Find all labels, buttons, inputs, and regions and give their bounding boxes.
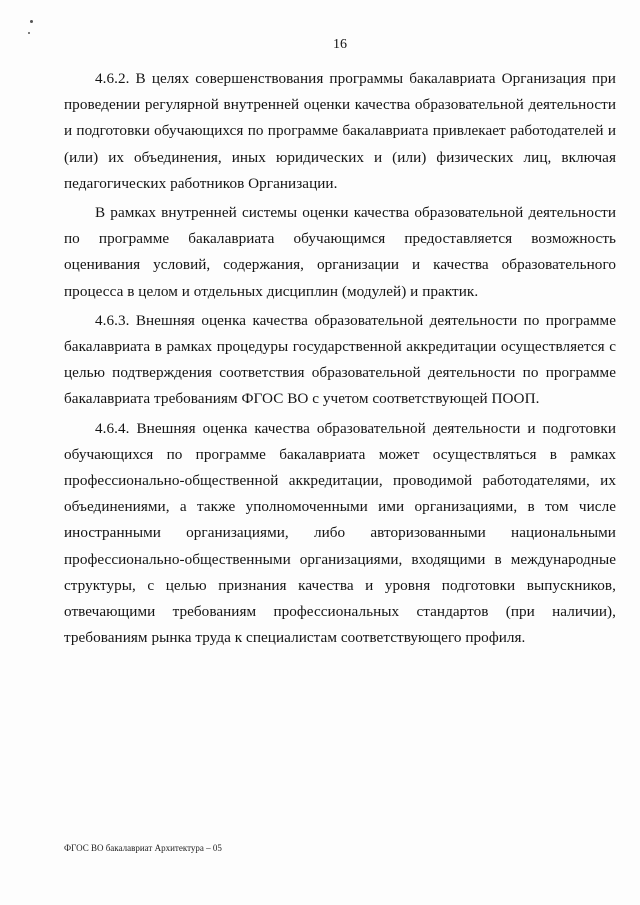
page-footer: ФГОС ВО бакалавриат Архитектура – 05 — [64, 843, 222, 853]
paragraph-4-6-4: 4.6.4. Внешняя оценка качества образовательной деятельности и подготовки обучающихся по программе бакалавриата может осуществляться в рамках профессионально-общественной аккредитации, проводимой работодателями, их объединениями, а также уполномоченными ими организациями, в том числе иностранными организациями, либо авторизованными национальными профессионально-общественными организациями, входящими в международные структуры, с целью признания качества и уровня подготовки выпускников, отвечающими требованиям профессиональных стандартов (при наличии), требованиям рынка труда к специалистам соответствующего профиля. — [64, 419, 616, 647]
paragraph-4-6-2: 4.6.2. В целях совершенствования программы бакалавриата Организация при проведении регулярной внутренней оценки качества образовательной деятельности и подготовки обучающихся по программе бакалавриата привлекает работодателей и (или) их объединения, иных юридических и (или) физических лиц, включая педагогических работников Организации. — [64, 70, 616, 192]
paragraph-4-6-3: 4.6.3. Внешняя оценка качества образовательной деятельности по программе бакалавриата в рамках процедуры государственной аккредитации осуществляется с целью подтверждения соответствия образовательной деятельности по программе бакалавриата требованиям ФГОС ВО с учетом соответствующей ПООП. — [64, 311, 616, 408]
paragraph-internal-assessment: В рамках внутренней системы оценки качества образовательной деятельности по программе бакалавриата обучающимся предоставляется возможность оценивания условий, содержания, организации и качества образовательного процесса в целом и отдельных дисциплин (модулей) и практик. — [64, 204, 616, 300]
scan-speck — [28, 32, 30, 34]
document-body — [64, 66, 616, 654]
page-number: 16 — [333, 37, 347, 52]
scan-speck — [30, 20, 33, 23]
